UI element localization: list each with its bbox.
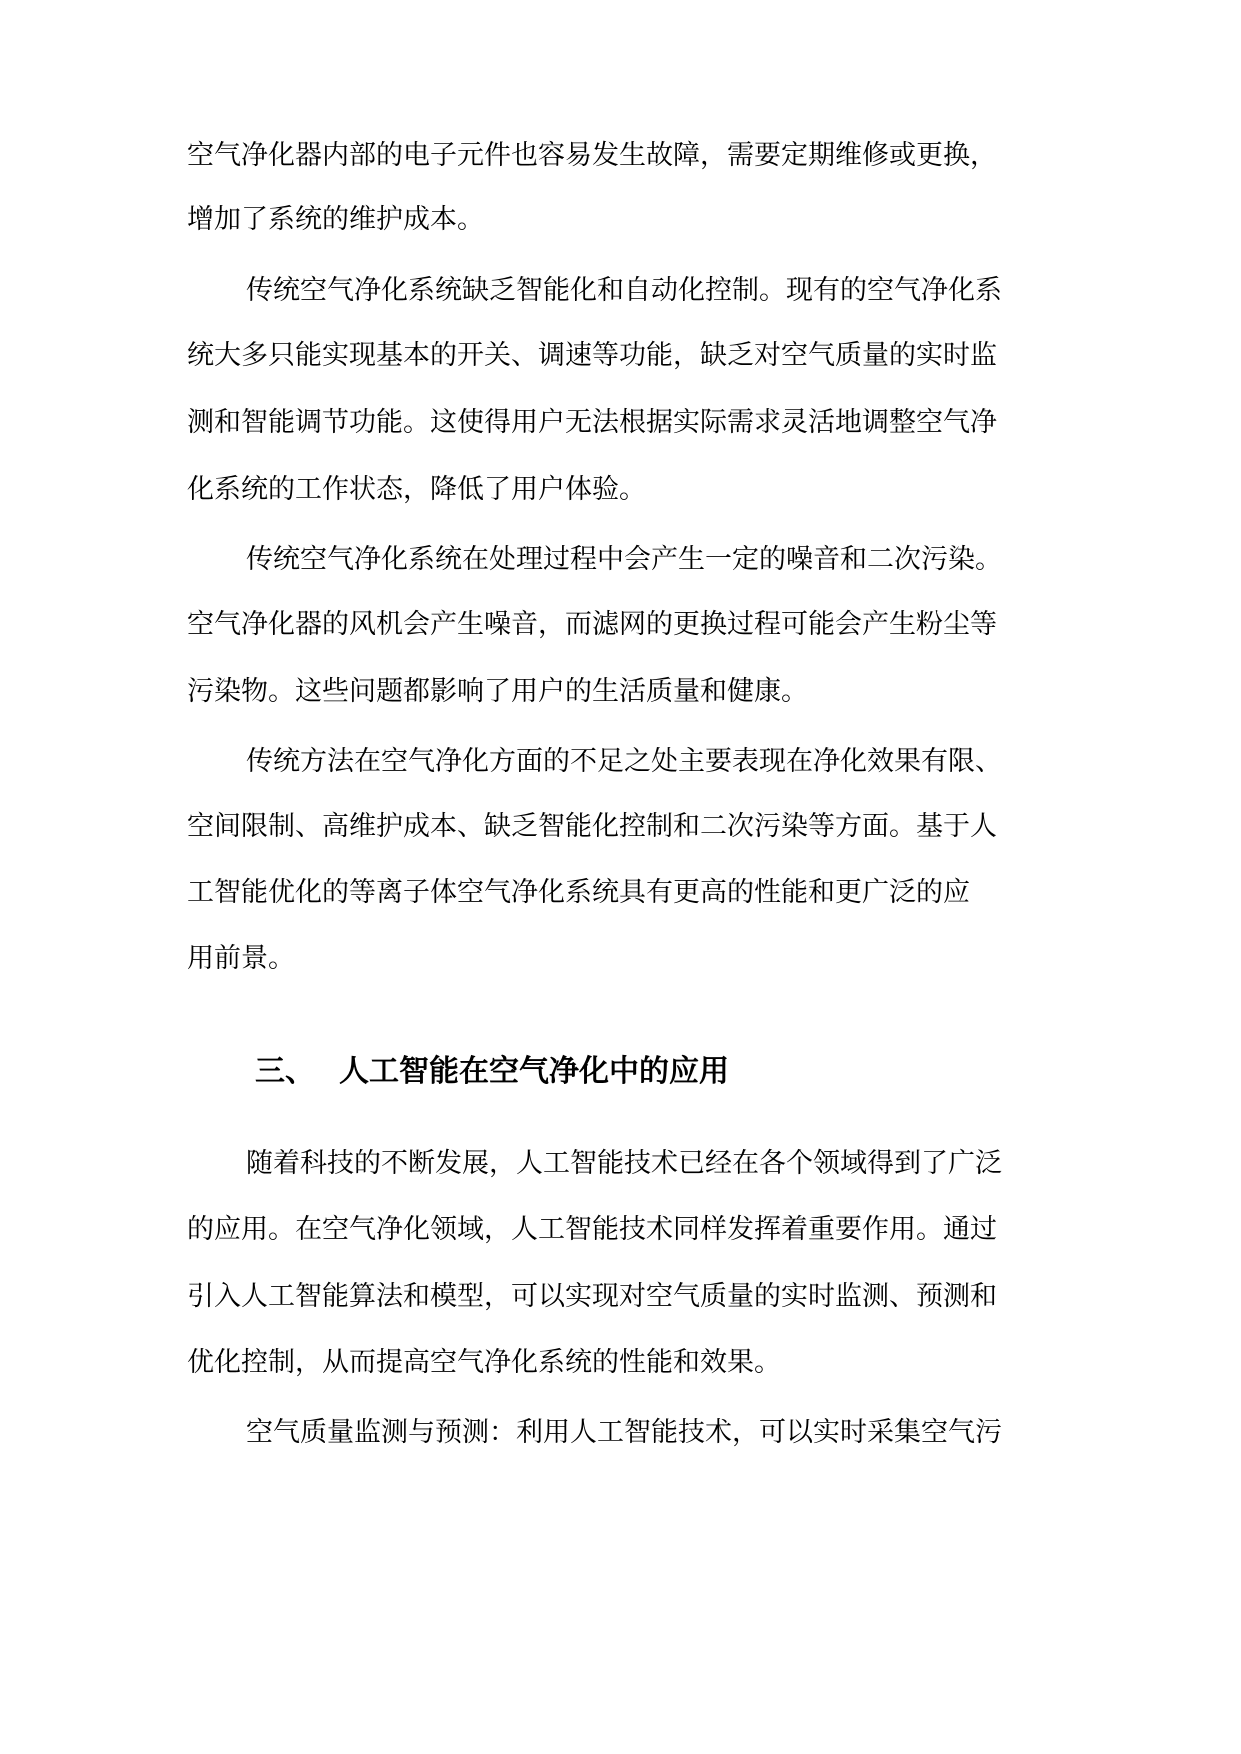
text-line: 工智能优化的等离子体空气净化系统具有更高的性能和更广泛的应 (187, 877, 970, 908)
text-line: 污染物。这些问题都影响了用户的生活质量和健康。 (187, 676, 808, 707)
text-line: 统大多只能实现基本的开关、调速等功能，缺乏对空气质量的实时监 (187, 340, 997, 371)
text-line: 测和智能调节功能。这使得用户无法根据实际需求灵活地调整空气净 (187, 407, 997, 438)
text-line: 化系统的工作状态，降低了用户体验。 (187, 474, 646, 505)
section-heading (255, 1052, 729, 1092)
text-line: 随着科技的不断发展，人工智能技术已经在各个领域得到了广泛 (246, 1148, 1002, 1179)
text-line: 的应用。在空气净化领域，人工智能技术同样发挥着重要作用。通过 (187, 1214, 997, 1245)
text-line: 空气净化器内部的电子元件也容易发生故障，需要定期维修或更换， (187, 140, 997, 171)
text-line: 空气净化器的风机会产生噪音，而滤网的更换过程可能会产生粉尘等 (187, 609, 997, 640)
text-line: 引入人工智能算法和模型，可以实现对空气质量的实时监测、预测和 (187, 1281, 997, 1312)
text-line: 用前景。 (187, 943, 295, 974)
text-line: 优化控制，从而提高空气净化系统的性能和效果。 (187, 1347, 781, 1378)
text-line: 增加了系统的维护成本。 (187, 204, 484, 235)
text-line: 空气质量监测与预测：利用人工智能技术，可以实时采集空气污 (246, 1417, 1002, 1448)
text-line: 传统方法在空气净化方面的不足之处主要表现在净化效果有限、 (246, 746, 1002, 777)
text-line: 空间限制、高维护成本、缺乏智能化控制和二次污染等方面。基于人 (187, 811, 997, 842)
text-line: 传统空气净化系统缺乏智能化和自动化控制。现有的空气净化系 (246, 275, 1002, 306)
section-title: 人工智能在空气净化中的应用 (339, 1054, 729, 1089)
section-number: 三、 (255, 1054, 315, 1089)
text-line: 传统空气净化系统在处理过程中会产生一定的噪音和二次污染。 (246, 544, 1002, 575)
